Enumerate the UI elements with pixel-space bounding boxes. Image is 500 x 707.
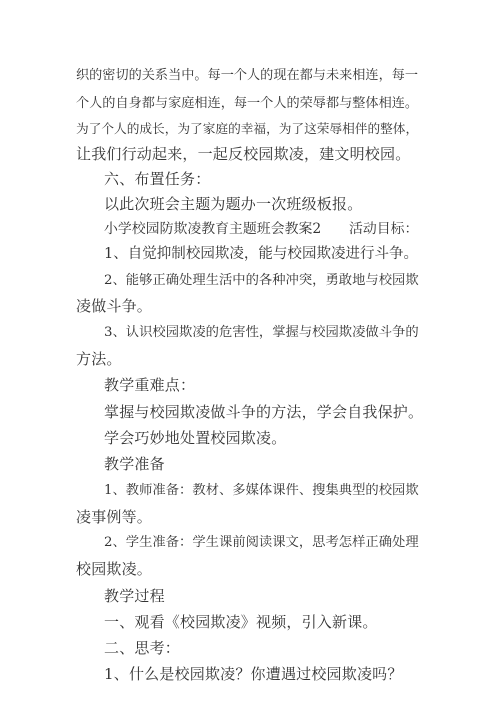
text-line: 掌握与校园欺凌做斗争的方法，学会自我保护。 [104, 403, 424, 421]
text-line: 1、教师准备：教材、多媒体课件、搜集典型的校园欺 [104, 483, 419, 498]
section-heading: 二、思考： [104, 639, 181, 657]
text-line: 2、学生准备：学生课前阅读课文，思考怎样正确处理 [104, 535, 419, 550]
text-line: 3、认识校园欺凌的危害性，掌握与校园欺凌做斗争的 [104, 325, 419, 340]
text-line: 学会巧妙地处置校园欺凌。 [104, 429, 287, 447]
text-line: 为了个人的成长，为了家庭的幸福，为了这荣辱相伴的整体， [76, 121, 419, 136]
text-line: 凌事例等。 [76, 508, 153, 526]
text-line: 以此次班会主题为题办一次班级板报。 [104, 195, 363, 213]
text-line: 一、观看《校园欺凌》视频，引入新课。 [104, 613, 378, 631]
text-line: 个人的自身都与家庭相连，每一个人的荣辱都与整体相连。 [76, 96, 419, 111]
section-heading: 教学准备 [104, 455, 165, 473]
text-line: 1、自觉抑制校园欺凌，能与校园欺凌进行斗争。 [104, 246, 419, 262]
document-title-line: 小学校园防欺凌教育主题班会教案2 活动目标： [104, 221, 419, 237]
text-line: 校园欺凌。 [76, 560, 153, 578]
text-line: 让我们行动起来，一起反校园欺凌，建文明校园。 [76, 145, 411, 163]
section-heading: 教学过程 [104, 587, 165, 605]
text-line: 凌做斗争。 [76, 297, 153, 315]
section-heading: 教学重难点： [104, 376, 196, 394]
section-heading: 六、布置任务： [104, 170, 211, 188]
text-line: 1、什么是校园欺凌？你遭遇过校园欺凌吗？ [104, 665, 403, 683]
text-line: 2、能够正确处理生活中的各种冲突，勇敢地与校园欺 [104, 273, 419, 288]
text-line: 织的密切的关系当中。每一个人的现在都与未来相连，每一 [76, 68, 419, 83]
text-line: 方法。 [76, 350, 122, 368]
